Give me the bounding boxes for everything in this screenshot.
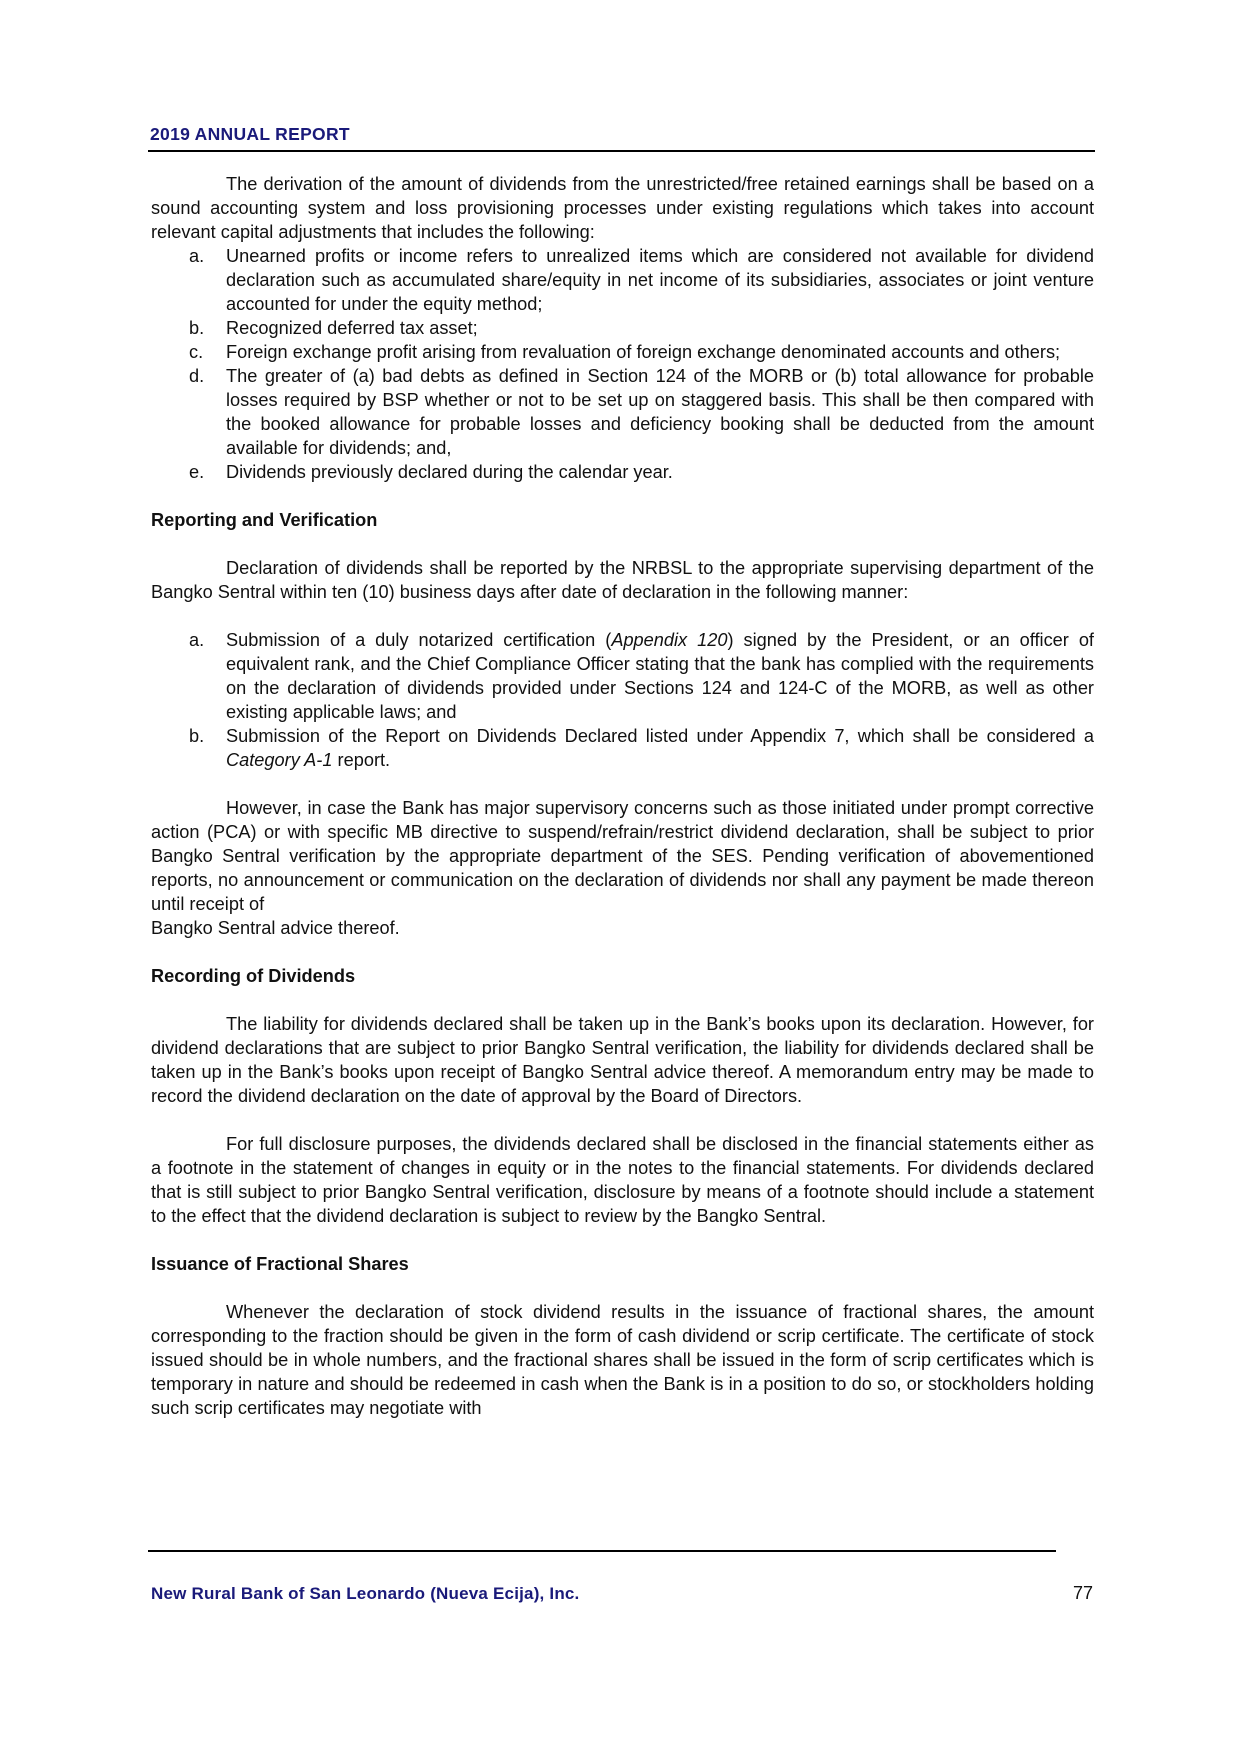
footer-organization-name: New Rural Bank of San Leonardo (Nueva Ecija), Inc.: [151, 1584, 580, 1603]
reporting-paragraph: Declaration of dividends shall be reported by the NRBSL to the appropriate supervising department of the Bangko Sentral within ten (10) business days after date of declaration in the following manner:: [151, 558, 1094, 602]
list-item: [151, 244, 1094, 316]
list-marker: d.: [189, 366, 205, 386]
appendix-reference: Appendix 120: [611, 630, 728, 650]
list-marker: b.: [189, 726, 205, 746]
supervisory-concerns-paragraph: [151, 796, 1094, 940]
page-number: 77: [1073, 1583, 1094, 1603]
section-heading-recording: Recording of Dividends: [151, 966, 356, 986]
paragraph-text: However, in case the Bank has major supervisory concerns such as those initiated under prompt corrective action (PCA) or with specific MB directive to suspend/refrain/restrict dividend declaration, shall be subject to prior Bangko Sentral verification by the appropriate department of the SES. Pending verification of abovementioned reports, no announcement or communication on the declaration of dividends nor shall any payment be made thereon until receipt of: [151, 798, 1094, 914]
list-item-text: Recognized deferred tax asset;: [226, 318, 478, 338]
page-body: [151, 172, 1094, 1420]
report-header-title: 2019 ANNUAL REPORT: [150, 124, 350, 144]
intro-paragraph: The derivation of the amount of dividends from the unrestricted/free retained earnings shall be based on a sound accounting system and loss provisioning processes under existing regulations which takes into account relevant capital adjustments that includes the following:: [151, 174, 1094, 242]
list-item-text: Unearned profits or income refers to unrealized items which are considered not available for dividend declaration such as accumulated share/equity in net income of its subsidiaries, associates or joint venture accounted for under the equity method;: [226, 246, 1094, 314]
list-item-text: The greater of (a) bad debts as defined in Section 124 of the MORB or (b) total allowance for probable losses required by BSP whether or not to be set up on staggered basis. This shall be then compared with the booked allowance for probable losses and deficiency booking shall be deducted from the amount available for dividends; and,: [226, 366, 1094, 458]
list-marker: c.: [189, 342, 204, 362]
list-marker: a.: [189, 630, 205, 650]
list-item: [151, 316, 1094, 340]
list-item-text: Submission of a duly notarized certification (: [226, 630, 612, 650]
list-item: [151, 340, 1094, 364]
section-heading-reporting: Reporting and Verification: [151, 510, 378, 530]
list-item: [151, 460, 1094, 484]
list-item: [151, 628, 1094, 724]
capital-adjustments-list: [151, 244, 1094, 484]
section-heading-fractional-shares: Issuance of Fractional Shares: [151, 1254, 409, 1274]
list-item-text: Submission of the Report on Dividends Declared listed under Appendix 7, which shall be considered a: [226, 726, 1094, 746]
footer-divider: [148, 1550, 1056, 1552]
paragraph-text: Bangko Sentral advice thereof.: [151, 918, 400, 938]
recording-paragraph-2: For full disclosure purposes, the dividends declared shall be disclosed in the financial statements either as a footnote in the statement of changes in equity or in the notes to the financial statements. For dividends declared that is still subject to prior Bangko Sentral verification, disclosure by means of a footnote should include a statement to the effect that the dividend declaration is subject to review by the Bangko Sentral.: [151, 1134, 1094, 1226]
list-marker: b.: [189, 318, 205, 338]
list-item-text: report.: [332, 750, 391, 770]
list-item-text: Foreign exchange profit arising from revaluation of foreign exchange denominated accounts and others;: [226, 342, 1061, 362]
fractional-shares-paragraph: Whenever the declaration of stock dividend results in the issuance of fractional shares, the amount corresponding to the fraction should be given in the form of cash dividend or scrip certificate. The certificate of stock issued should be in whole numbers, and the fractional shares shall be issued in the form of scrip certificates which is temporary in nature and should be redeemed in cash when the Bank is in a position to do so, or stockholders holding such scrip certificates may negotiate with: [151, 1302, 1094, 1418]
list-marker: e.: [189, 462, 205, 482]
recording-paragraph-1: The liability for dividends declared shall be taken up in the Bank’s books upon its declaration. However, for dividend declarations that are subject to prior Bangko Sentral verification, the liability for dividends declared shall be taken up in the Bank’s books upon receipt of Bangko Sentral advice thereof. A memorandum entry may be made to record the dividend declaration on the date of approval by the Board of Directors.: [151, 1014, 1094, 1106]
reporting-requirements-list: [151, 628, 1094, 772]
category-reference: Category A-1: [226, 750, 333, 770]
list-item-text: ) signed by the President, or an officer of equivalent rank, and the Chief Compliance Officer stating that the bank has complied with the requirements on the declaration of dividends provided under Sections 124 and 124-C of the MORB, as well as other existing applicable laws; and: [226, 630, 1094, 722]
list-item: [151, 724, 1094, 772]
list-item-text: Dividends previously declared during the calendar year.: [226, 462, 673, 482]
list-item: [151, 364, 1094, 460]
list-marker: a.: [189, 246, 205, 266]
header-divider: [148, 150, 1095, 152]
